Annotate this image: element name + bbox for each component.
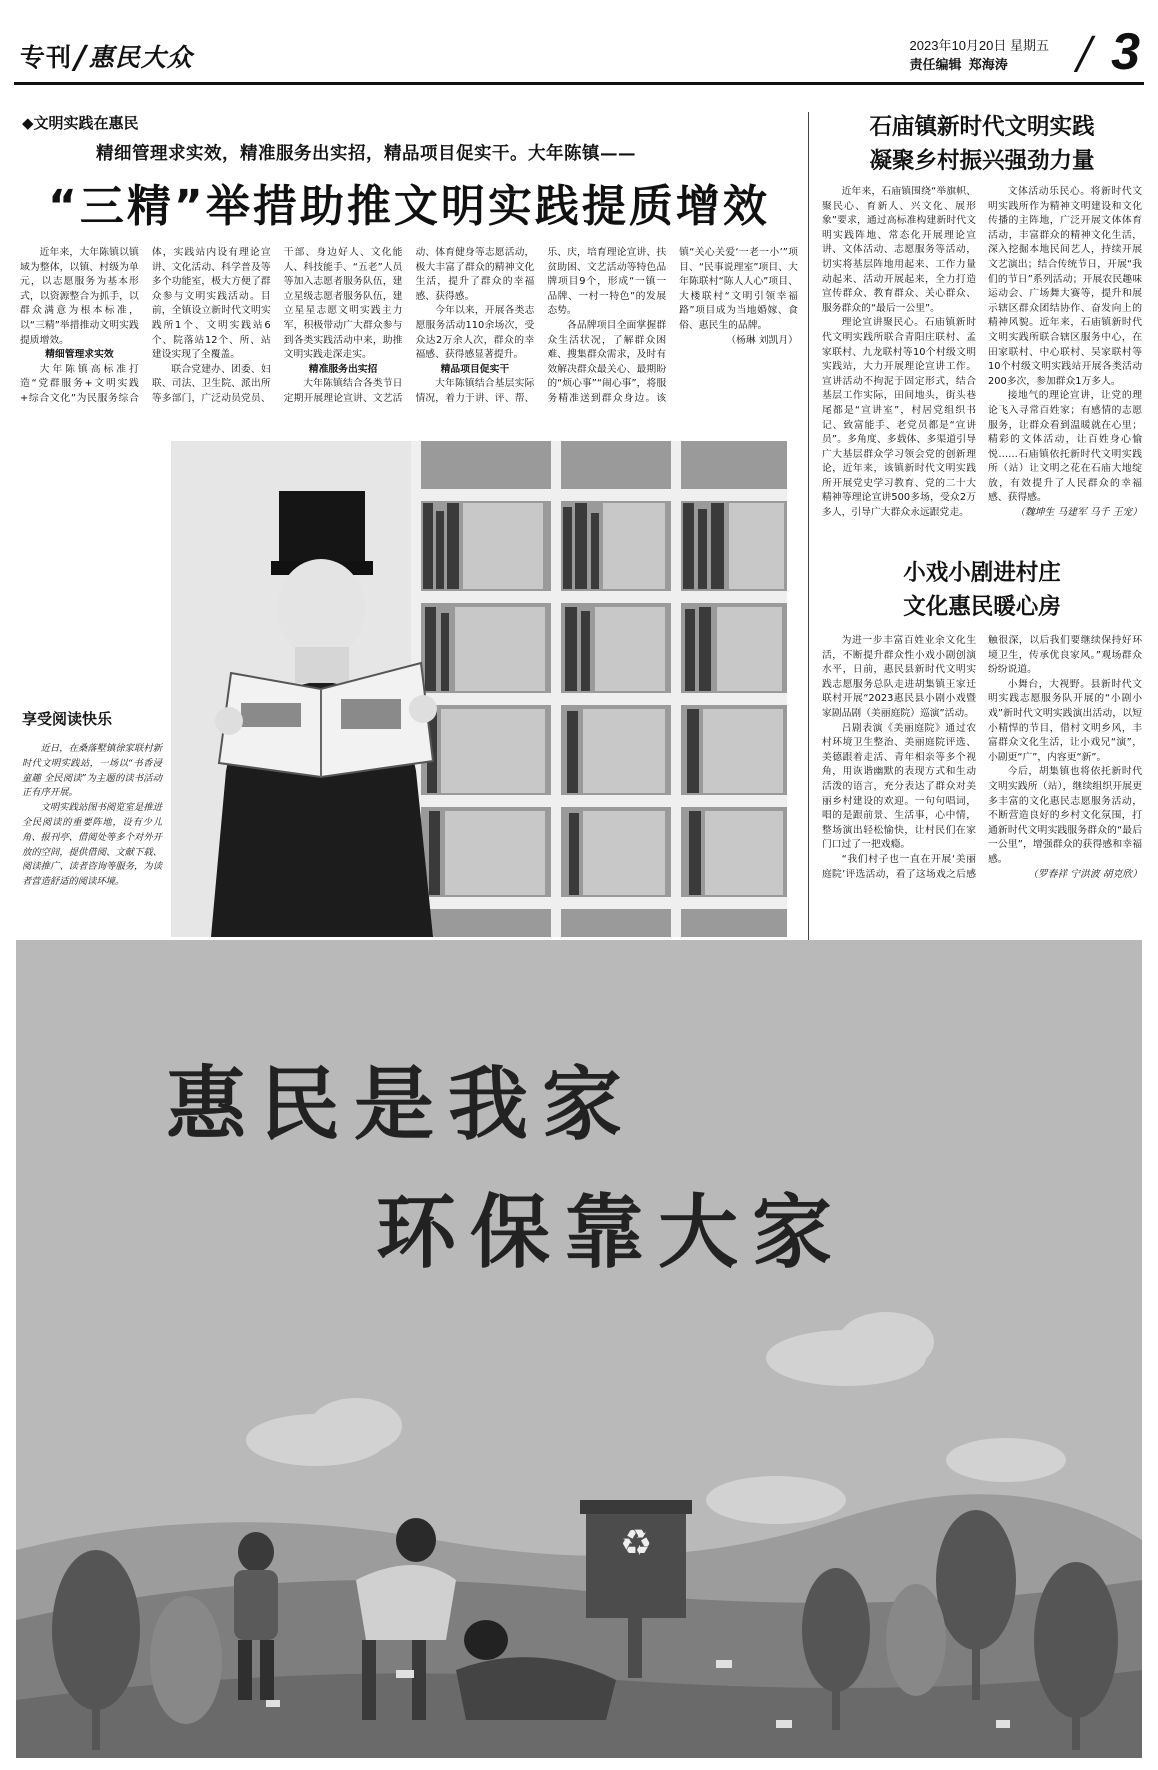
- brand-slash: /: [74, 38, 87, 76]
- article-paragraph: 联合党建办、团委、妇联、司法、卫生院、派出所等多部门，广泛动员党员、干部、身边好人、文化能人、科技能手、“五老”人员等加入志愿者服务队伍，建立星级志愿者服务队伍，建立星星志愿文明实践主力军，积极带动广大群众参与到各类实践活动中来，助推文明实践走深走实。: [151, 247, 403, 404]
- article-signature: （杨琳 刘凯月）: [726, 334, 798, 346]
- column-divider: [808, 112, 809, 947]
- article-subhead: 精细管理求实效，精准服务出实招，精品项目促实干。大年陈镇——: [96, 144, 636, 164]
- editor-name: 郑海涛: [968, 57, 1008, 72]
- masthead: [14, 8, 1144, 81]
- right-article-2-title-line: 文化惠民暖心房: [903, 594, 1061, 620]
- right-article-1-body: [822, 185, 1142, 553]
- right-article-2-title: [822, 556, 1142, 624]
- article-section-heading: 精准服务出实招: [308, 363, 378, 375]
- right-article-1-paragraph: 理论宣讲聚民心。石庙镇新时代文明实践所联合青阳庄联村、孟家联村、九龙联村等10个村级文明实践站，大力开展理论宣讲工作。宣讲活动不拘泥于固定形式，结合基层工作实际，田间地头，街头巷尾都是“宣讲室”，村居党组织书记、致富能手、老党员都是“宣讲员”。多角度、多载体、多渠道引导广大基层群众学习领会党的创新理论，近年来，该镇新时代文明实践所开展党史学习教育、党的二十大精神等理论宣讲500多场，受众2万多人，引导广大群众永远跟党走。: [822, 317, 976, 519]
- issue-date: 2023年10月20日 星期五: [909, 38, 1049, 53]
- article-section-heading: 精品项目促实干: [440, 363, 510, 375]
- right-article-2-paragraph: 今后，胡集镇也将依托新时代文明实践所（站），继续组织开展更多丰富的文化惠民志愿服务活动，不断营造良好的乡村文化氛围，打通新时代文明实践服务群众的“最后一公里”，增强群众的获得感和幸福感。: [988, 766, 1142, 865]
- right-article-1-title-line: 石庙镇新时代文明实践: [869, 114, 1095, 140]
- masthead-rule: [14, 82, 1144, 85]
- article-paragraph: 大年陈镇结合各类节日定期开展理论宣讲、文艺活动、体育健身等志愿活动，极大丰富了群众的精神文化生活，提升了群众的幸福感、获得感。: [283, 247, 535, 404]
- page-number: 3: [1111, 23, 1140, 81]
- reading-article-body: [22, 742, 162, 890]
- recycle-icon: ♻: [619, 1523, 653, 1564]
- right-article-2-paragraph: 小舞台，大视野。县新时代文明实践志愿服务队开展的“小剧小戏”新时代文明实践演出活动，以短小精悍的节目，借村文明乡风，丰富群众文化生活，让小戏兄“演”，小剧更“广”，内容更“新”。: [988, 678, 1142, 763]
- article-headline: “三精”举措助推文明实践提质增效: [48, 181, 770, 232]
- editor-label: 责任编辑: [909, 57, 962, 72]
- right-article-2-body: [822, 634, 1142, 938]
- reading-photo: [171, 441, 787, 937]
- right-article-1-paragraph: 接地气的理论宣讲，让党的理论飞入寻常百姓家；有感情的志愿服务，让群众看到温暖就在心里；精彩的文体活动，让百姓身心愉悦……石庙镇依托新时代文明实践所（站）让文明之花在石庙大地绽放，有效提升了人民群众的幸福感、获得感。: [988, 390, 1142, 504]
- slogan-line-2: 环保靠大家: [376, 1185, 846, 1279]
- column-kicker: ◆文明实践在惠民: [22, 114, 139, 132]
- editor-line: [910, 55, 1049, 74]
- right-article-2-signature: （罗春祥 宁洪波 胡克欣）: [1028, 868, 1142, 880]
- article-paragraph: 近年来，大年陈镇以镇域为整体，以镇、村级为单元，以志愿服务为基本形式，以资源整合为抓手，以群众满意为根本标准，以“三精”举措推动文明实践提质增效。: [20, 247, 139, 346]
- right-article-1-title-line: 凝聚乡村振兴强劲力量: [869, 148, 1095, 174]
- environment-illustration: [16, 940, 1142, 1758]
- slogan-line-1: 惠民是我家: [166, 1057, 636, 1151]
- article-body: [20, 246, 798, 424]
- right-article-1-paragraph: 近年来，石庙镇围绕“举旗帜、聚民心、育新人、兴文化、展形象”要求，通过高标准构建新时代文明实践阵地、常态化开展理论宣讲、文体活动、志愿服务等活动，切实将基层阵地用起来、工作力量动起来、活动开展起来，全力打造宣传群众、教育群众、关心群众、服务群众的“最后一公里”。: [822, 186, 976, 314]
- section-label: 专刊: [20, 43, 73, 72]
- masthead-brand: [20, 36, 193, 74]
- article-paragraph: 今年以来，开展各类志愿服务活动110余场次，受众达2万余人次，群众的幸福感、获得感显著提升。: [415, 305, 535, 361]
- masthead-info: [910, 36, 1049, 74]
- page-slash: /: [1077, 28, 1092, 79]
- reading-article-title: 享受阅读快乐: [22, 710, 113, 728]
- photo-illustration: [171, 441, 787, 937]
- right-article-2-paragraph: 吕剧表演《美丽庭院》通过农村环境卫生整治、美丽庭院评选、美德跟着走活、青年相亲等多个视角，用诙谐幽默的表现方式和生动活泼的语言，充分表达了群众对美丽乡村建设的欢迎。一句句唱词，唱的是跟前景、生活事，心中情，整场演出轻松愉快，让村民们在家门口过了一把戏瘾。: [822, 722, 976, 851]
- right-article-1-signature: （魏坤生 马建军 马千 王宠）: [1015, 507, 1142, 519]
- reading-paragraph: 文明实践站图书阅览室是推进全民阅读的重要阵地，设有少儿角、报刊亭、借阅处等多个对外开放的空间，提供借阅、文献下载、阅读推广、读者咨询等服务，为读者营造舒适的阅读环境。: [22, 802, 162, 888]
- right-article-1-title: [822, 110, 1142, 178]
- article-section-heading: 精细管理求实效: [45, 349, 114, 361]
- right-article-2-title-line: 小戏小剧进村庄: [903, 560, 1061, 586]
- article-paragraph: 各品牌项目全面掌握群众生活状况，了解群众困难、搜集群众需求，及时有效解决群众最关心、最期盼的“烦心事”“闹心事”，将服务精准送到群众身边。该镇“关心关爱‘一老一小’”项目、“民事说理室”项目、大年陈联村“陈人人心”项目、大楼联村“文明引领幸福路”项目成为当地婚嫁、食俗、惠民生的品牌。: [547, 247, 798, 404]
- article-paragraph: 大年陈镇结合基层实际情况，着力于讲、评、帮、乐、庆，培育理论宣讲、扶贫助困、文艺活动等特色品牌项目9个，形成“一镇一品牌、一村一特色”的发展态势。: [415, 247, 667, 404]
- reading-paragraph: 近日，在桑落墅镇徐家联村新时代文明实践站，一场以“书香浸童趣 全民阅读”为主题的读书活动正有序开展。: [22, 743, 162, 799]
- paper-name: 惠民大众: [88, 43, 193, 72]
- right-article-2-paragraph: 为进一步丰富百姓业余文化生活，不断提升群众性小戏小剧创演水平，日前，惠民县新时代文明实践志愿服务总队走进胡集镇王家迁联村开展“2023惠民县小剧小戏暨家剧品剧（美丽庭院）巡演”活动。: [822, 635, 976, 719]
- article-paragraph: 大年陈镇高标准打造“党群服务+文明实践+综合文化”为民服务综合体，实践站内设有理论宣讲、文化活动、科学普及等多个功能室，极大方便了群众参与文明实践活动。目前，全镇设立新时代文明实践所1个、文明实践站6个、院落站12个、所、站建设实现了全覆盖。: [20, 247, 271, 404]
- right-article-1-paragraph: 文体活动乐民心。将新时代文明实践所作为精神文明建设和文化传播的主阵地，广泛开展文体体育活动，丰富群众的精神文化生活，深入挖掘本地民间艺人，持续开展文艺演出；结合传统节日，开展“我们的节日”系列活动；开展农民趣味运动会、广场舞大赛等，提升和展示辖区群众团结协作、奋发向上的精神风貌。近年来，石庙镇新时代文明实践所联合辖区服务中心，在田家联村、中心联村、吴家联村等10个村级文明实践站开展各类活动200多次，参加群众1万多人。: [988, 186, 1142, 387]
- right-article-2-paragraph: “我们村子也一直在开展‘美丽庭院’评选活动，看了这场戏之后感触很深，以后我们要继续保持好环境卫生，传承优良家风。”观场群众纷纷说道。: [822, 635, 1142, 880]
